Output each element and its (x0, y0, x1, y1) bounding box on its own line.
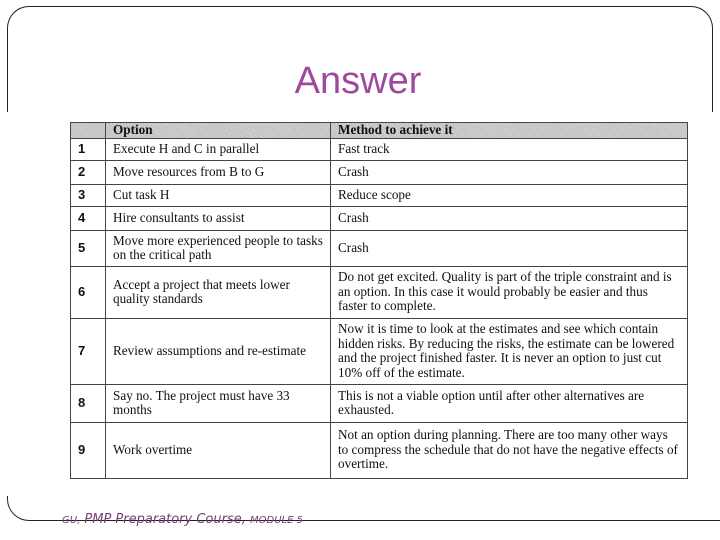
row-number: 5 (71, 230, 106, 266)
row-method: Crash (331, 206, 688, 230)
row-number: 7 (71, 318, 106, 384)
slide-frame-corner (709, 497, 720, 507)
table-row (71, 266, 688, 318)
header-method: Method to achieve it (331, 123, 688, 139)
row-method: Not an option during planning. There are too many other ways to compress the schedule that do not have the negative effects of overtime. (331, 422, 688, 478)
row-method: Reduce scope (331, 184, 688, 206)
row-option: Say no. The project must have 33 months (106, 384, 331, 422)
table-row (71, 318, 688, 384)
footer-prefix: GU, (62, 515, 81, 526)
row-number: 9 (71, 422, 106, 478)
table-row (71, 230, 688, 266)
table-row (71, 422, 688, 478)
answer-table (70, 122, 688, 479)
footer-module: MODULE 5 (250, 515, 303, 526)
row-number: 2 (71, 160, 106, 184)
slide-title: Answer (294, 60, 422, 102)
row-option: Execute H and C in parallel (106, 138, 331, 160)
row-number: 6 (71, 266, 106, 318)
row-option: Cut task H (106, 184, 331, 206)
slide-footer (62, 512, 303, 527)
row-option: Move more experienced people to tasks on the critical path (106, 230, 331, 266)
footer-course: PMP Preparatory Course, (84, 512, 246, 527)
row-number: 1 (71, 138, 106, 160)
table-row (71, 384, 688, 422)
row-number: 3 (71, 184, 106, 206)
header-num (71, 123, 106, 139)
header-option: Option (106, 123, 331, 139)
table-row (71, 138, 688, 160)
table-row (71, 206, 688, 230)
row-option: Accept a project that meets lower quality standards (106, 266, 331, 318)
row-method: Do not get excited. Quality is part of the triple constraint and is an option. In this case it would probably be easier and thus faster to complete. (331, 266, 688, 318)
row-number: 8 (71, 384, 106, 422)
row-method: Fast track (331, 138, 688, 160)
row-option: Work overtime (106, 422, 331, 478)
row-method: Crash (331, 160, 688, 184)
row-option: Review assumptions and re-estimate (106, 318, 331, 384)
table-header-row (71, 123, 688, 139)
row-number: 4 (71, 206, 106, 230)
row-method: Now it is time to look at the estimates and see which contain hidden risks. By reducing the risks, the estimate can be lowered and the project finished faster. It is never an option to just cut 10% off of the estimate. (331, 318, 688, 384)
row-method: Crash (331, 230, 688, 266)
table-row (71, 160, 688, 184)
row-option: Hire consultants to assist (106, 206, 331, 230)
row-method: This is not a viable option until after other alternatives are exhausted. (331, 384, 688, 422)
row-option: Move resources from B to G (106, 160, 331, 184)
table-row (71, 184, 688, 206)
